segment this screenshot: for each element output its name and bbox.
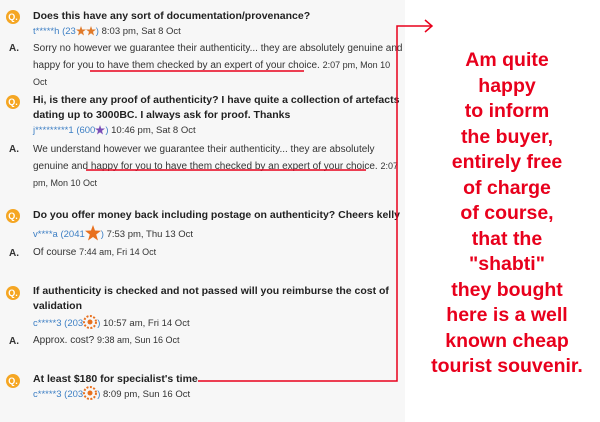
answer-text: [33, 40, 403, 91]
feedback-star-icon: [76, 26, 96, 36]
annotation-line: of charge: [463, 176, 551, 199]
feedback-star-icon: [85, 225, 101, 241]
answer-label: A.: [9, 336, 19, 347]
feedback-score-close: ): [95, 26, 99, 37]
feedback-star-icon: [83, 386, 97, 400]
annotation-line: Am quite: [465, 49, 549, 71]
question-meta: [33, 124, 196, 138]
feedback-star-icon: [95, 125, 105, 135]
answer-text: [33, 332, 403, 349]
question-text: [33, 93, 401, 123]
asked-time: 8:03 pm, Sat 8 Oct: [101, 26, 181, 37]
asker-username[interactable]: v****a: [33, 229, 58, 240]
answer-line: Sorry no however we guarantee their authenticity... they are absolutely genuine and: [33, 43, 403, 54]
asker-username[interactable]: j*********1: [33, 125, 74, 136]
asker-username[interactable]: c*****3: [33, 318, 62, 329]
feedback-score[interactable]: (203: [64, 389, 84, 400]
annotation-line: the buyer,: [460, 125, 554, 148]
question-meta: [33, 25, 181, 39]
question-text: At least $180 for specialist's time: [33, 373, 198, 385]
annotation-line: tourist souvenir.: [431, 355, 583, 377]
question-meta: [33, 386, 190, 402]
feedback-score-close: ): [100, 229, 104, 240]
asked-time: 10:46 pm, Sat 8 Oct: [111, 125, 196, 136]
annotation-line: they bought: [451, 278, 563, 301]
asker-username[interactable]: t*****h: [33, 26, 60, 37]
answer-line: Approx. cost?: [33, 335, 95, 346]
asked-time: 10:57 am, Fri 14 Oct: [103, 318, 190, 329]
question-badge-icon: Q.: [6, 209, 20, 223]
answer-label: A.: [9, 248, 19, 259]
question-badge-icon: Q.: [6, 374, 20, 388]
answer-time: 7:44 am, Fri 14 Oct: [79, 247, 157, 257]
annotation-line: here is a well: [446, 304, 568, 326]
annotation-line: known cheap: [445, 329, 569, 352]
arrowhead-icon: [425, 20, 432, 32]
annotation-line: that the: [471, 227, 543, 250]
annotation-line: of course,: [460, 202, 554, 224]
answer-highlight: happy for you to have them checked by an expert of your choice.: [33, 60, 320, 71]
annotation-line: "shabti": [469, 253, 545, 275]
asked-time: 7:53 pm, Thu 13 Oct: [106, 229, 194, 240]
question-line: validation: [33, 300, 83, 312]
feedback-star-icon: [83, 315, 97, 329]
annotation-text: [418, 48, 596, 380]
feedback-score[interactable]: (2041: [60, 229, 85, 240]
question-meta: [33, 315, 190, 331]
asked-time: 8:09 pm, Sun 16 Oct: [103, 389, 191, 400]
annotation-line: happy: [478, 74, 536, 97]
feedback-score[interactable]: (203: [64, 318, 84, 329]
question-text: [33, 284, 401, 314]
answer-label: A.: [9, 43, 19, 54]
question-line: dating up to 3000BC. I always ask for proof. Thanks: [33, 109, 291, 121]
answer-line: We understand however we guarantee their authenticity... they are absolutely: [33, 144, 375, 155]
answer-time-cont: pm, Mon 10 Oct: [33, 178, 98, 188]
asker-username[interactable]: c*****3: [33, 389, 62, 400]
answer-line: Of course: [33, 247, 77, 258]
question-badge-icon: Q.: [6, 286, 20, 300]
answer-text: [33, 244, 403, 261]
feedback-score[interactable]: (600: [76, 125, 96, 136]
question-text: Does this have any sort of documentation/provenance?: [33, 10, 311, 22]
feedback-score-close: ): [97, 318, 101, 329]
answer-text: [33, 141, 403, 192]
question-badge-icon: Q.: [6, 95, 20, 109]
answer-time: 9:38 am, Sun 16 Oct: [96, 335, 180, 345]
question-meta: [33, 225, 193, 242]
question-badge-icon: Q.: [6, 10, 20, 24]
feedback-score-close: ): [97, 389, 101, 400]
answer-time: 2:07 pm, Mon 10 Oct: [33, 60, 391, 87]
feedback-score[interactable]: (23: [62, 26, 76, 37]
feedback-score-close: ): [105, 125, 109, 136]
answer-label: A.: [9, 144, 19, 155]
annotation-line: to inform: [464, 100, 550, 122]
question-text: Do you offer money back including postage on authenticity? Cheers kelly: [33, 209, 400, 221]
answer-highlight: genuine and happy for you to have them checked by an expert of your choice.: [33, 161, 378, 172]
question-line: Hi, is there any proof of authenticity? I have quite a collection of artefacts: [33, 94, 400, 106]
answer-time: 2:07: [380, 161, 398, 171]
question-line: If authenticity is checked and not passed will you reimburse the cost of: [33, 285, 389, 297]
annotation-line: entirely free: [451, 151, 563, 173]
